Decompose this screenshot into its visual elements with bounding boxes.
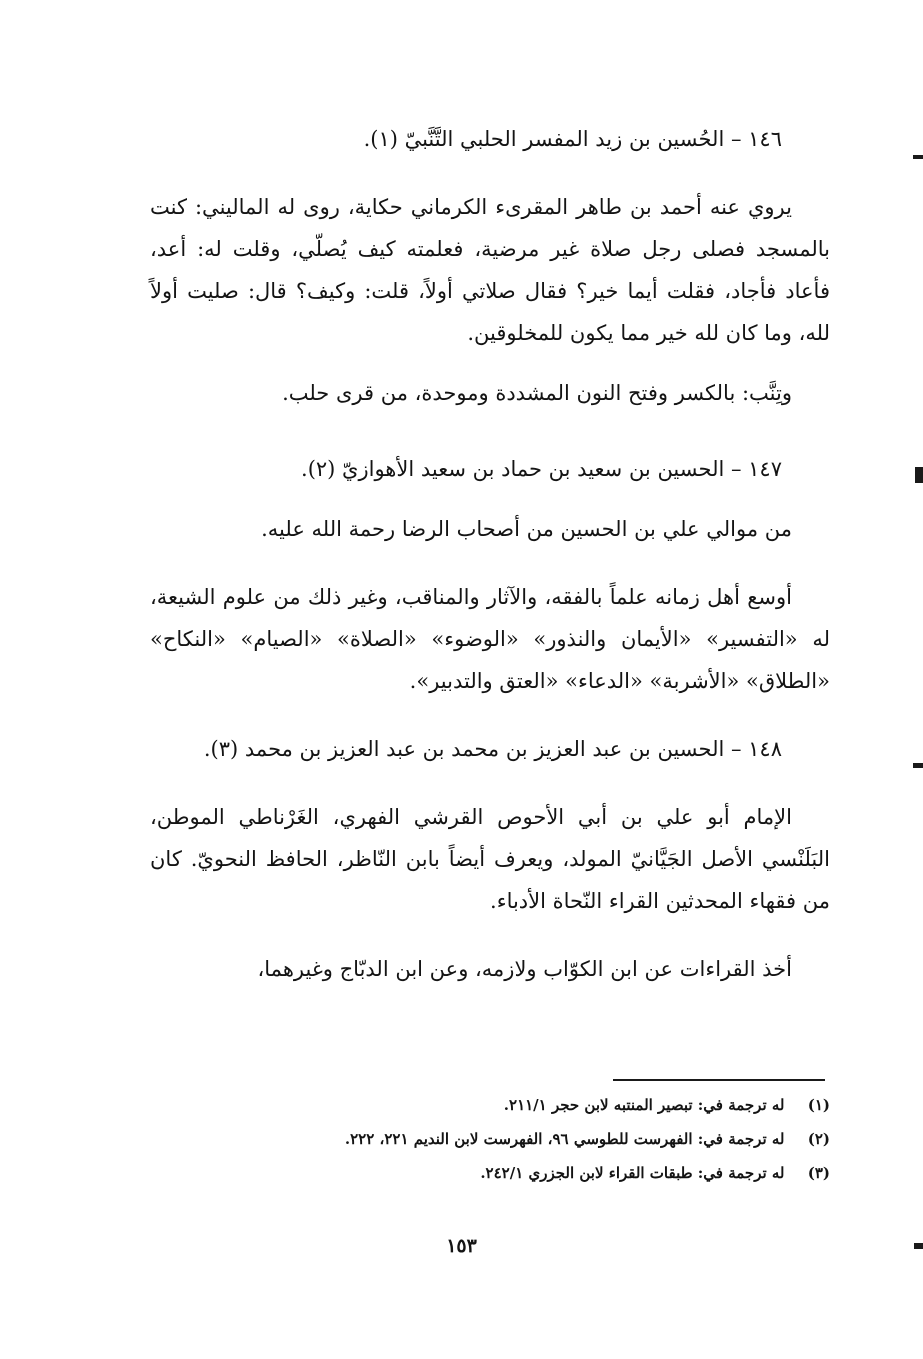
entry-148-continuation: أخذ القراءات عن ابن الكوّاب ولازمه، وعن ابن الدبّاج وغيرهما، [257, 957, 792, 981]
main-text [150, 118, 830, 990]
scan-edge-mark [915, 467, 923, 483]
entry-148-paragraph: الإمام أبو علي بن أبي الأحوص القرشي الفهري، الغَرْناطي الموطن، البَلَنْسي الأصل الجَيَّانيّ المولد، ويعرف أيضاً بابن النّاظر، الحافظ النحويّ. كان من فقهاء المحدثين القراء النّحاة الأدباء. [150, 805, 830, 913]
page-number: ١٥٣ [446, 1235, 477, 1257]
entry-147-works: أوسع أهل زمانه علماً بالفقه، والآثار والمناقب، وغير ذلك من علوم الشيعة، له «التفسير» «الأيمان والنذور» «الوضوء» «الصلاة» «الصيام» «النكاح» «الطلاق» «الأشربة» «الدعاء» «العتق والتدبير». [150, 585, 830, 693]
entry-146-paragraph: يروي عنه أحمد بن طاهر المقرىء الكرماني حكاية، روى له الماليني: كنت بالمسجد فصلى رجل صلاة غير مرضية، فعلمته كيف يُصلّي، وقلت له: أعد، فأعاد فأجاد، فقلت أيما خير؟ فقال صلاتي أولاً، قلت: وكيف؟ قال: صليت أولاً لله، وما كان لله خير مما يكون للمخلوقين. [150, 195, 830, 345]
entry-146-heading: ١٤٦ – الحُسين بن زيد المفسر الحلبي التَّنَّبيّ (١). [363, 127, 782, 151]
footnote-1-text: له ترجمة في: تبصير المنتبه لابن حجر ٢١١/١. [503, 1096, 785, 1114]
scan-edge-mark [913, 155, 923, 159]
entry-147-heading: ١٤٧ – الحسين بن سعيد بن حماد بن سعيد الأهوازيّ (٢). [301, 457, 782, 481]
footnote-2-number: (٢) [807, 1130, 830, 1148]
footnote-3-text: له ترجمة في: طبقات القراء لابن الجزري ٢٤٢/١. [480, 1164, 785, 1182]
footnotes [230, 1088, 830, 1190]
scan-edge-mark [914, 1243, 923, 1249]
footnote-1-number: (١) [807, 1096, 830, 1114]
footnote-divider [613, 1079, 825, 1081]
entry-148-heading: ١٤٨ – الحسين بن عبد العزيز بن محمد بن عبد العزيز بن محمد (٣). [203, 737, 782, 761]
footnote-2 [230, 1122, 830, 1156]
footnote-2-text: له ترجمة في: الفهرست للطوسي ٩٦، الفهرست لابن النديم ٢٢١، ٢٢٢. [344, 1130, 785, 1148]
footnote-3 [230, 1156, 830, 1190]
entry-147-paragraph: من موالي علي بن الحسين من أصحاب الرضا رحمة الله عليه. [261, 517, 792, 541]
footnote-1 [230, 1088, 830, 1122]
entry-146-note: وتِنَّب: بالكسر وفتح النون المشددة وموحدة، من قرى حلب. [282, 381, 792, 405]
scan-edge-mark [913, 763, 923, 768]
footnote-3-number: (٣) [807, 1164, 830, 1182]
